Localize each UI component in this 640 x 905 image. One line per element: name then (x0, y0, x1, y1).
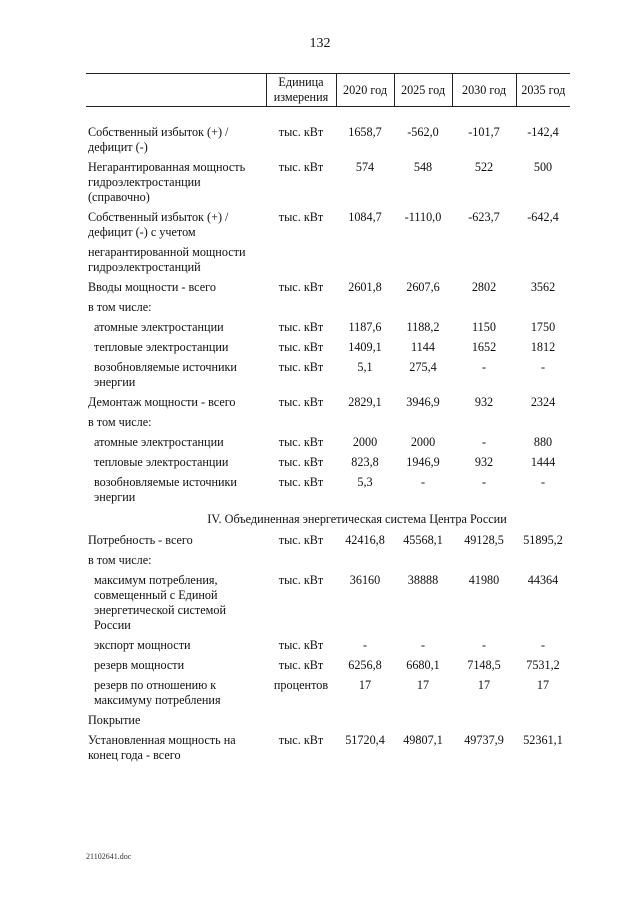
table-row (86, 531, 570, 551)
page-number: 132 (309, 36, 331, 51)
row-unit: тыс. кВт (278, 533, 324, 547)
section-heading-row (86, 508, 570, 531)
row-value: 49807,1 (403, 733, 443, 747)
row-label: Негарантированная мощность гидроэлектростанции (справочно) (88, 160, 246, 204)
row-value (452, 243, 516, 278)
table-row (86, 318, 570, 338)
row-value: - (540, 360, 546, 374)
row-value: 52361,1 (523, 733, 563, 747)
row-value: 6680,1 (406, 658, 440, 672)
row-value: 880 (533, 435, 553, 449)
row-label: максимум потребления, совмещенный с Единой энергетической системой России (94, 573, 226, 632)
row-value: 1409,1 (348, 340, 382, 354)
row-value: 6256,8 (348, 658, 382, 672)
row-label: Вводы мощности - всего (88, 280, 216, 294)
row-label: возобновляемые источники энергии (94, 360, 237, 389)
row-value (452, 711, 516, 731)
row-value: - (481, 638, 487, 652)
table-row (86, 711, 570, 731)
row-value: 522 (474, 160, 494, 174)
row-value: 2324 (530, 395, 556, 409)
row-value: 275,4 (409, 360, 437, 374)
table-row (86, 453, 570, 473)
row-label: резерв по отношению к максимуму потребления (94, 678, 221, 707)
energy-balance-table (86, 73, 570, 766)
row-value: -1110,0 (404, 210, 442, 224)
row-value: 2000 (352, 435, 378, 449)
table-row (86, 636, 570, 656)
row-value: 17 (536, 678, 550, 692)
table-header-row (86, 74, 570, 107)
row-value: 36160 (349, 573, 381, 587)
table-body (86, 107, 570, 767)
table-row (86, 571, 570, 636)
row-value (336, 243, 394, 278)
row-unit: тыс. кВт (278, 125, 324, 139)
row-value: - (540, 475, 546, 489)
row-value: 7531,2 (526, 658, 560, 672)
table-row (86, 656, 570, 676)
row-label: в том числе: (88, 300, 152, 314)
row-value: 17 (358, 678, 372, 692)
table-row (86, 676, 570, 711)
footer-doc-id: 21102641.doc (86, 852, 132, 861)
header-year: 2025 год (394, 74, 452, 107)
row-value (336, 551, 394, 571)
row-value: 500 (533, 160, 553, 174)
row-value: 2829,1 (348, 395, 382, 409)
row-label: Установленная мощность на конец года - всего (88, 733, 236, 762)
row-value: 17 (477, 678, 491, 692)
row-unit: тыс. кВт (278, 475, 324, 489)
row-unit (266, 413, 336, 433)
row-value (452, 298, 516, 318)
table-row (86, 393, 570, 413)
row-value (516, 298, 570, 318)
row-value: - (362, 638, 368, 652)
row-value: - (420, 475, 426, 489)
row-label: атомные электростанции (94, 435, 224, 449)
row-value (516, 243, 570, 278)
section-heading: IV. Объединенная энергетическая система Центра России (207, 512, 507, 526)
row-value: 1812 (530, 340, 556, 354)
row-unit: тыс. кВт (278, 733, 324, 747)
row-value: 5,3 (357, 475, 373, 489)
row-value: 3946,9 (406, 395, 440, 409)
row-value: -623,7 (468, 210, 500, 224)
row-value: - (540, 638, 546, 652)
header-unit: Единица измерения (266, 74, 336, 107)
header-year: 2030 год (452, 74, 516, 107)
row-value: 823,8 (351, 455, 379, 469)
row-value: 2802 (471, 280, 497, 294)
row-value (452, 551, 516, 571)
row-label: тепловые электростанции (94, 340, 229, 354)
row-value: 574 (355, 160, 375, 174)
row-unit: тыс. кВт (278, 573, 324, 587)
row-value (394, 711, 452, 731)
row-value: 51720,4 (345, 733, 385, 747)
table-row (86, 413, 570, 433)
row-unit (266, 298, 336, 318)
row-unit: тыс. кВт (278, 658, 324, 672)
row-value: 1187,6 (348, 320, 382, 334)
row-value: - (420, 638, 426, 652)
row-unit: тыс. кВт (278, 320, 324, 334)
row-value: 44364 (527, 573, 559, 587)
row-value: -142,4 (527, 125, 559, 139)
row-value: 7148,5 (467, 658, 501, 672)
row-value: 2607,6 (406, 280, 440, 294)
row-unit (266, 243, 336, 278)
row-unit: тыс. кВт (278, 638, 324, 652)
row-value: 1188,2 (406, 320, 440, 334)
table-row (86, 358, 570, 393)
row-value: 49737,9 (464, 733, 504, 747)
row-value: - (481, 435, 487, 449)
table-row (86, 208, 570, 243)
row-label: атомные электростанции (94, 320, 224, 334)
row-value (336, 298, 394, 318)
table-row (86, 123, 570, 158)
row-value: 17 (416, 678, 430, 692)
row-label: Собственный избыток (+) / дефицит (-) (88, 125, 229, 154)
row-label: в том числе: (88, 553, 152, 567)
row-value (394, 551, 452, 571)
row-value: 1750 (530, 320, 556, 334)
row-value: - (481, 360, 487, 374)
table-row (86, 158, 570, 208)
row-unit: процентов (273, 678, 329, 692)
row-unit: тыс. кВт (278, 360, 324, 374)
table-row (86, 278, 570, 298)
row-unit: тыс. кВт (278, 435, 324, 449)
row-value (516, 551, 570, 571)
row-value: 548 (413, 160, 433, 174)
table-row (86, 298, 570, 318)
row-value: 932 (474, 395, 494, 409)
table-row (86, 551, 570, 571)
row-value: 3562 (530, 280, 556, 294)
row-value: 45568,1 (403, 533, 443, 547)
row-value: - (481, 475, 487, 489)
row-value: 1084,7 (348, 210, 382, 224)
row-value: 5,1 (357, 360, 373, 374)
row-label: экспорт мощности (94, 638, 191, 652)
row-value (452, 413, 516, 433)
header-name (86, 74, 266, 107)
row-value: 1946,9 (406, 455, 440, 469)
row-value (336, 413, 394, 433)
row-unit: тыс. кВт (278, 340, 324, 354)
row-value: 51895,2 (523, 533, 563, 547)
row-value (516, 711, 570, 731)
table-row (86, 338, 570, 358)
row-label: негарантированной мощности гидроэлектростанций (88, 245, 246, 274)
spacer-row (86, 107, 570, 124)
row-value: -642,4 (527, 210, 559, 224)
header-year: 2035 год (516, 74, 570, 107)
row-value: 1150 (472, 320, 496, 334)
row-value: 1652 (471, 340, 497, 354)
row-label: Демонтаж мощности - всего (88, 395, 236, 409)
row-unit (266, 711, 336, 731)
row-unit: тыс. кВт (278, 395, 324, 409)
row-value: 38888 (407, 573, 439, 587)
row-label: тепловые электростанции (94, 455, 229, 469)
table-row (86, 731, 570, 766)
row-unit: тыс. кВт (278, 455, 324, 469)
header-year: 2020 год (336, 74, 394, 107)
row-value: 932 (474, 455, 494, 469)
table-row (86, 243, 570, 278)
row-value: 1658,7 (348, 125, 382, 139)
row-label: резерв мощности (94, 658, 185, 672)
row-unit: тыс. кВт (278, 210, 324, 224)
row-label: возобновляемые источники энергии (94, 475, 237, 504)
row-value: 2601,8 (348, 280, 382, 294)
row-value (394, 413, 452, 433)
row-unit: тыс. кВт (278, 280, 324, 294)
row-value: -101,7 (468, 125, 500, 139)
row-label: Покрытие (88, 713, 141, 727)
row-value: 49128,5 (464, 533, 504, 547)
row-label: Потребность - всего (88, 533, 193, 547)
row-value: 2000 (410, 435, 436, 449)
row-label: Собственный избыток (+) / дефицит (-) с учетом (88, 210, 229, 239)
row-value (394, 243, 452, 278)
row-value: 1144 (411, 340, 435, 354)
table-row (86, 433, 570, 453)
row-value: -562,0 (407, 125, 439, 139)
row-label: в том числе: (88, 415, 152, 429)
row-value (394, 298, 452, 318)
row-unit (266, 551, 336, 571)
row-value (336, 711, 394, 731)
row-value: 42416,8 (345, 533, 385, 547)
row-value (516, 413, 570, 433)
row-value: 41980 (468, 573, 500, 587)
table-row (86, 473, 570, 508)
row-value: 1444 (530, 455, 556, 469)
row-unit: тыс. кВт (278, 160, 324, 174)
